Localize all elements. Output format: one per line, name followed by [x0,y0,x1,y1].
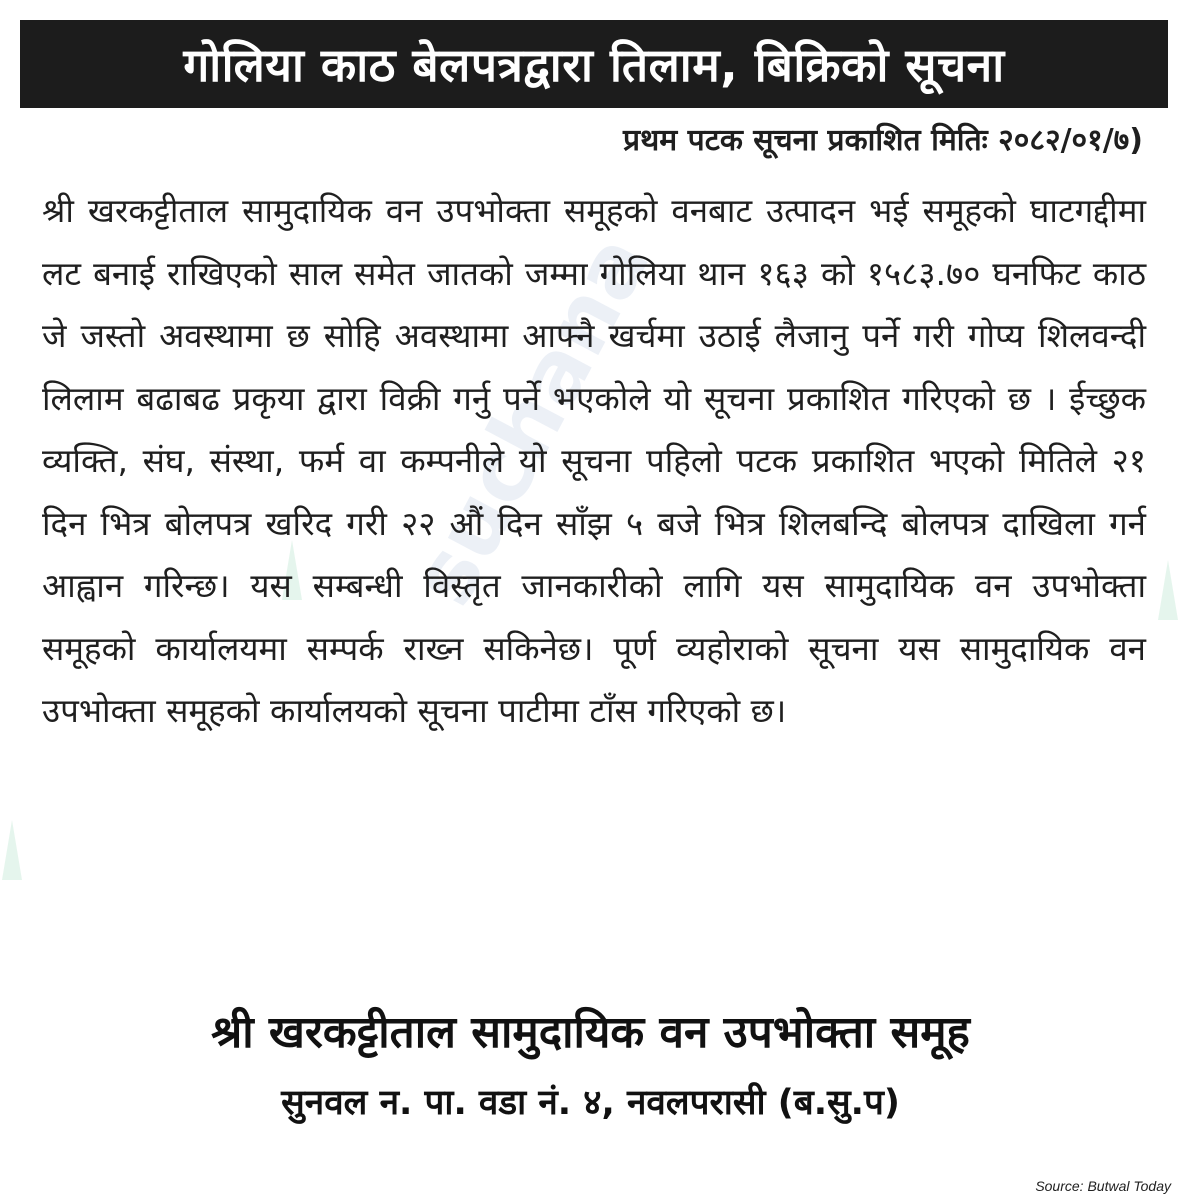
organization-name: श्री खरकट्टीताल सामुदायिक वन उपभोक्ता समूह [211,1007,970,1058]
arrow-decoration-icon [2,820,22,880]
notice-body: श्री खरकट्टीताल सामुदायिक वन उपभोक्ता समूहको वनबाट उत्पादन भई समूहको घाटगद्दीमा लट बनाई राखिएको साल समेत जातको जम्मा गोलिया थान १६३ को १५८३.७० घनफिट काठ जे जस्तो अवस्थामा छ सोहि अवस्थामा आफ्नै खर्चमा उठाई लैजानु पर्ने गरी गोप्य शिलवन्दी लिलाम बढाबढ प्रकृया द्वारा विक्री गर्नु पर्ने भएकोले यो सूचना प्रकाशित गरिएको छ । ईच्छुक व्यक्ति, संघ, संस्था, फर्म वा कम्पनीले यो सूचना पहिलो पटक प्रकाशित भएको मितिले २१ दिन भित्र बोलपत्र खरिद गरी २२ औं दिन साँझ ५ बजे भित्र शिलबन्दि बोलपत्र दाखिला गर्न आह्वान गरिन्छ। यस सम्बन्धी विस्तृत जानकारीको लागि यस सामुदायिक वन उपभोक्ता समूहको कार्यालयमा सम्पर्क राख्न सकिनेछ। पूर्ण व्यहोराको सूचना यस सामुदायिक वन उपभोक्ता समूहको कार्यालयको सूचना पाटीमा टाँस गरिएको छ। [42,191,1146,730]
arrow-decoration-icon [1158,560,1178,620]
organization-address: सुनवल न. पा. वडा नं. ४, नवलपरासी (ब.सु.प) [281,1083,900,1123]
notice-title: गोलिया काठ बेलपत्रद्वारा तिलाम, बिक्रिको सूचना [183,38,1005,92]
publication-date: प्रथम पटक सूचना प्रकाशित मितिः २०८२/०१/७) [623,123,1143,158]
source-credit: Source: Butwal Today [1035,1178,1171,1194]
title-banner [20,20,1168,108]
watermark-logo: suchana [392,219,670,621]
